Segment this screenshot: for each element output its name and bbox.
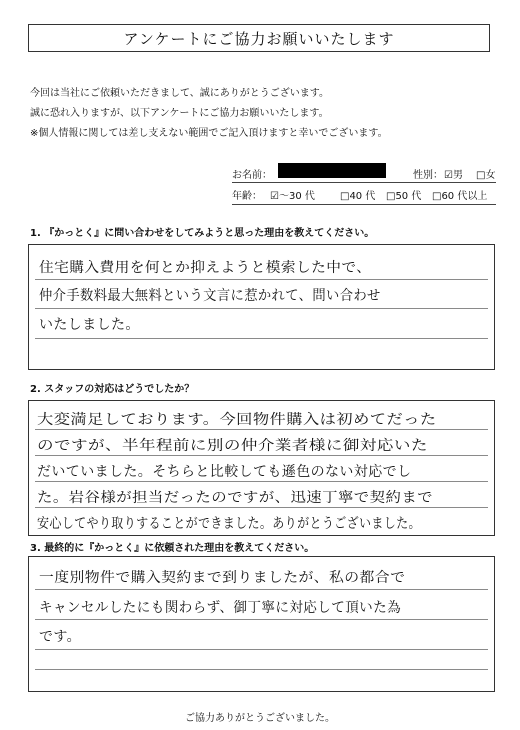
question-3-label: 3. 最終的に『かっとく』に依頼された理由を教えてください。 — [30, 543, 315, 554]
answer-rule — [35, 507, 488, 508]
intro-line: ※個人情報に関しては差し支えない範囲でご記入頂けますと幸いでございます。 — [30, 128, 388, 139]
answer-rule — [35, 338, 488, 339]
answer-rule — [35, 279, 488, 280]
age-option-50s[interactable]: □50 代 — [386, 191, 422, 202]
answer-rule — [35, 429, 488, 430]
answer-box-1[interactable] — [28, 244, 495, 370]
age-option-under-30[interactable]: ☑～30 代 — [270, 191, 315, 202]
handwritten-answer-line: キャンセルしたにも関わらず、御丁寧に対応して頂いた為 — [39, 600, 402, 616]
name-label: お名前： — [232, 170, 272, 181]
intro-line: 誠に恐れ入りますが、以下アンケートにご協力お願いいたします。 — [30, 108, 329, 119]
handwritten-answer-line: のですが、半年程前に別の仲介業者様に御対応いた — [37, 438, 428, 454]
handwritten-answer-line: です。 — [39, 629, 82, 645]
age-row — [232, 185, 494, 207]
answer-rule — [35, 308, 488, 309]
question-1-label: 1. 『かっとく』に問い合わせをしてみようと思った理由を教えてください。 — [30, 228, 375, 239]
name-gender-row — [232, 163, 494, 185]
handwritten-answer-line: 大変満足しております。今回物件購入は初めてだった — [37, 412, 437, 428]
handwritten-answer-line: 仲介手数料最大無料という文言に惹かれて、問い合わせ — [39, 288, 381, 304]
answer-box-2[interactable] — [28, 400, 495, 536]
name-redaction — [278, 163, 386, 178]
handwritten-answer-line: 安心してやり取りすることができました。ありがとうございました。 — [37, 516, 421, 532]
handwritten-answer-line: 一度別物件で購入契約まで到りましたが、私の都合で — [39, 570, 406, 586]
respondent-info — [232, 163, 494, 207]
intro-line: 今回は当社にご依頼いただきまして、誠にありがとうございます。 — [30, 88, 329, 99]
name-underline — [232, 182, 496, 183]
handwritten-answer-line: た。岩谷様が担当だったのですが、迅速丁寧で契約まで — [37, 490, 433, 506]
answer-box-3[interactable] — [28, 556, 495, 692]
age-underline — [232, 204, 496, 205]
answer-rule — [35, 481, 488, 482]
gender-label: 性別： — [413, 170, 443, 181]
age-option-60-plus[interactable]: □60 代以上 — [432, 191, 488, 202]
answer-rule — [35, 455, 488, 456]
handwritten-answer-line: だいていました。そちらと比較しても遜色のない対応でし — [37, 464, 412, 480]
answer-rule — [35, 589, 488, 590]
handwritten-answer-line: 住宅購入費用を何とか抑えようと模索した中で、 — [39, 260, 372, 276]
question-2-label: 2. スタッフの対応はどうでしたか？ — [30, 384, 195, 395]
survey-title: アンケートにご協力お願いいたします — [28, 24, 490, 52]
answer-rule — [35, 619, 488, 620]
handwritten-answer-line: いたしました。 — [39, 317, 140, 333]
answer-rule — [35, 649, 488, 650]
intro-text — [30, 84, 388, 144]
age-option-40s[interactable]: □40 代 — [340, 191, 376, 202]
age-label: 年齢： — [232, 191, 262, 202]
gender-option-female[interactable]: □女 — [476, 170, 496, 181]
footer-thanks: ご協力ありがとうございました。 — [185, 713, 335, 724]
gender-option-male[interactable]: ☑男 — [444, 170, 463, 181]
answer-rule — [35, 669, 488, 670]
